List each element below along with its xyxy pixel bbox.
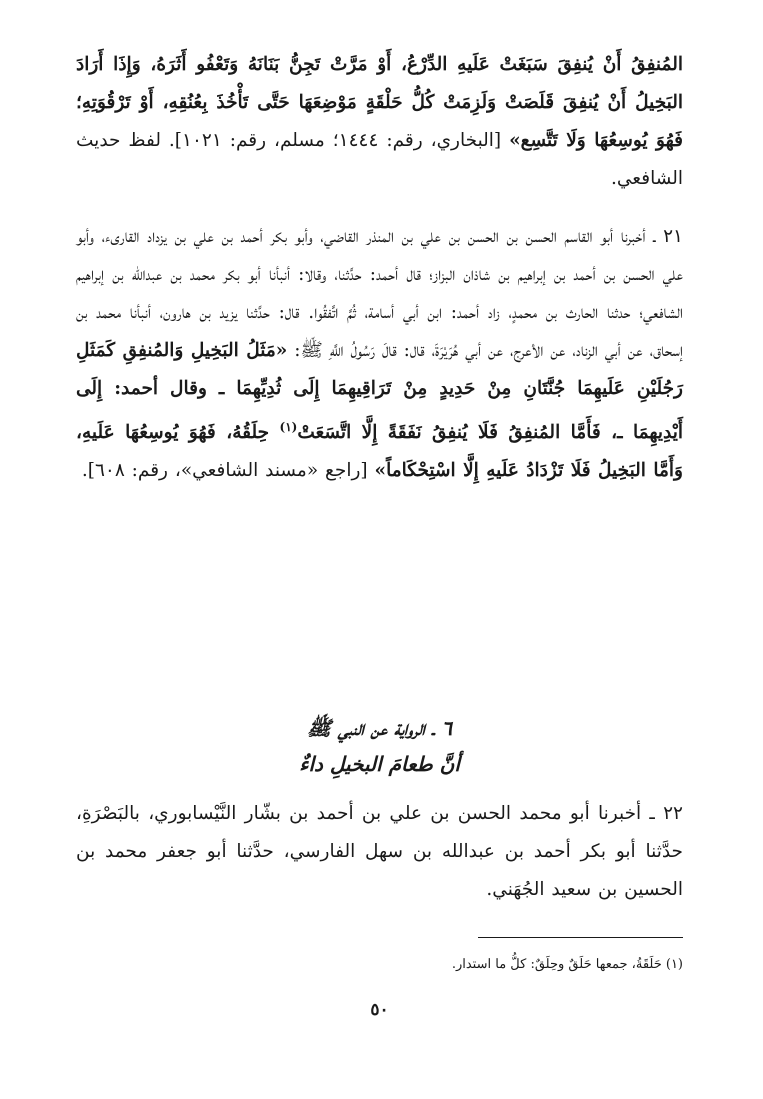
hadith-text: «مَثَلُ البَخِيلِ وَالمُنفِقِ كَمَثَلِ رَجُلَيْنِ عَلَيهِمَا جُنَّتَانِ مِنْ حَدِيدٍ مِنْ تَرَاقِيهِمَا إِلَى ثُدِيِّهِمَا ـ وقال أحمد: إِلَى أَيْدِيهِمَا ـ، فَأَمَّا المُنفِقُ فَلَا يُنفِقُ نَفَقَةً إِلَّا اتَّسَعَتْ [76, 340, 683, 444]
footnote: (١) حَلَقَةُ، جمعها حَلَقٌ وحِلَقٌ: كلُّ ما استدار. [451, 957, 683, 972]
section-subtitle: أنَّ طعامَ البخيلِ داءٌ [299, 752, 460, 776]
page-number: ٥٠ [370, 1000, 389, 1020]
source-reference: [البخاري، رقم: ١٤٤٤؛ مسلم، رقم: ١٠٢١]. لفظ حديث الشافعي. [76, 130, 683, 189]
footnote-reference[interactable]: (١) [279, 420, 298, 434]
hadith-22: ٢٢ ـ أخبرنا أبو محمد الحسن بن علي بن أحمد بن بشّار النَّيْسابوري، بالبَصْرَةِ، حدَّثنا أبو بكر أحمد بن عبدالله بن سهل الفارسي، حدَّثنا أبو جعفر محمد بن الحسين بن سعيد الجُهَني. [76, 803, 683, 900]
source-reference: [راجع «مسند الشافعي»، رقم: ٦٠٨]. [81, 460, 375, 482]
footnote-divider [478, 937, 683, 938]
hadith-20-continuation [76, 46, 683, 198]
section-title: ٦ ـ الرواية عن النبي ﷺ [306, 716, 453, 740]
book-page [76, 0, 683, 1099]
isnad-text: ٢١ ـ أخبرنا أبو القاسم الحسن بن الحسن بن علي بن المنذر القاضي، وأبو بكر أحمد بن علي بن يزداد القارىء، وأبو علي الحسن بن أحمد بن إبراهيم بن شاذان البزاز؛ قال أحمد: حدَّثنا، وقالا: أنبأنا أبو بكر محمد بن عبدالله بن إبراهيم الشافعي؛ حدثنا الحارث بن محمدٍ، زاد أحمد: ابن أبي أسامة، ثُمَّ اتَّفقُوا. قال: حدَّثنا يزيد بن هارون، أنبأنا محمد بن إسحاق، عن أبي الزناد، عن الأعرج، عن أبي هُرَيْرَةَ، قال: قالَ رَسُولُ اللَّهِ ﷺ: [76, 226, 683, 361]
hadith-text-end: حِلَقُهُ، فَهُوَ يُوسِعُهَا عَلَيهِ، وَأَمَّا البَخِيلُ فَلَا تَزْدَادُ عَلَيهِ إِلَّا اسْتِحْكَاماً» [76, 422, 683, 482]
hadith-text: المُنفِقُ أَنْ يُنفِقَ سَبَغَتْ عَلَيهِ الدِّرْعُ، أَوْ مَرَّتْ تَجِنُّ بَنَانَهُ وَتَعْفُو أَثَرَهُ، وَإِذَا أَرَادَ البَخِيلُ أَنْ يُنفِقَ قَلَصَتْ وَلَزِمَتْ كُلُّ حَلْقَةٍ مَوْضِعَهَا حَتَّى تَأْخُذَ بِعُنُقِهِ، أَوْ تَرْقُوَتِهِ؛ فَهُوَ يُوسِعُهَا وَلَا تَتَّسِع» [76, 54, 683, 151]
hadith-21 [76, 218, 683, 490]
